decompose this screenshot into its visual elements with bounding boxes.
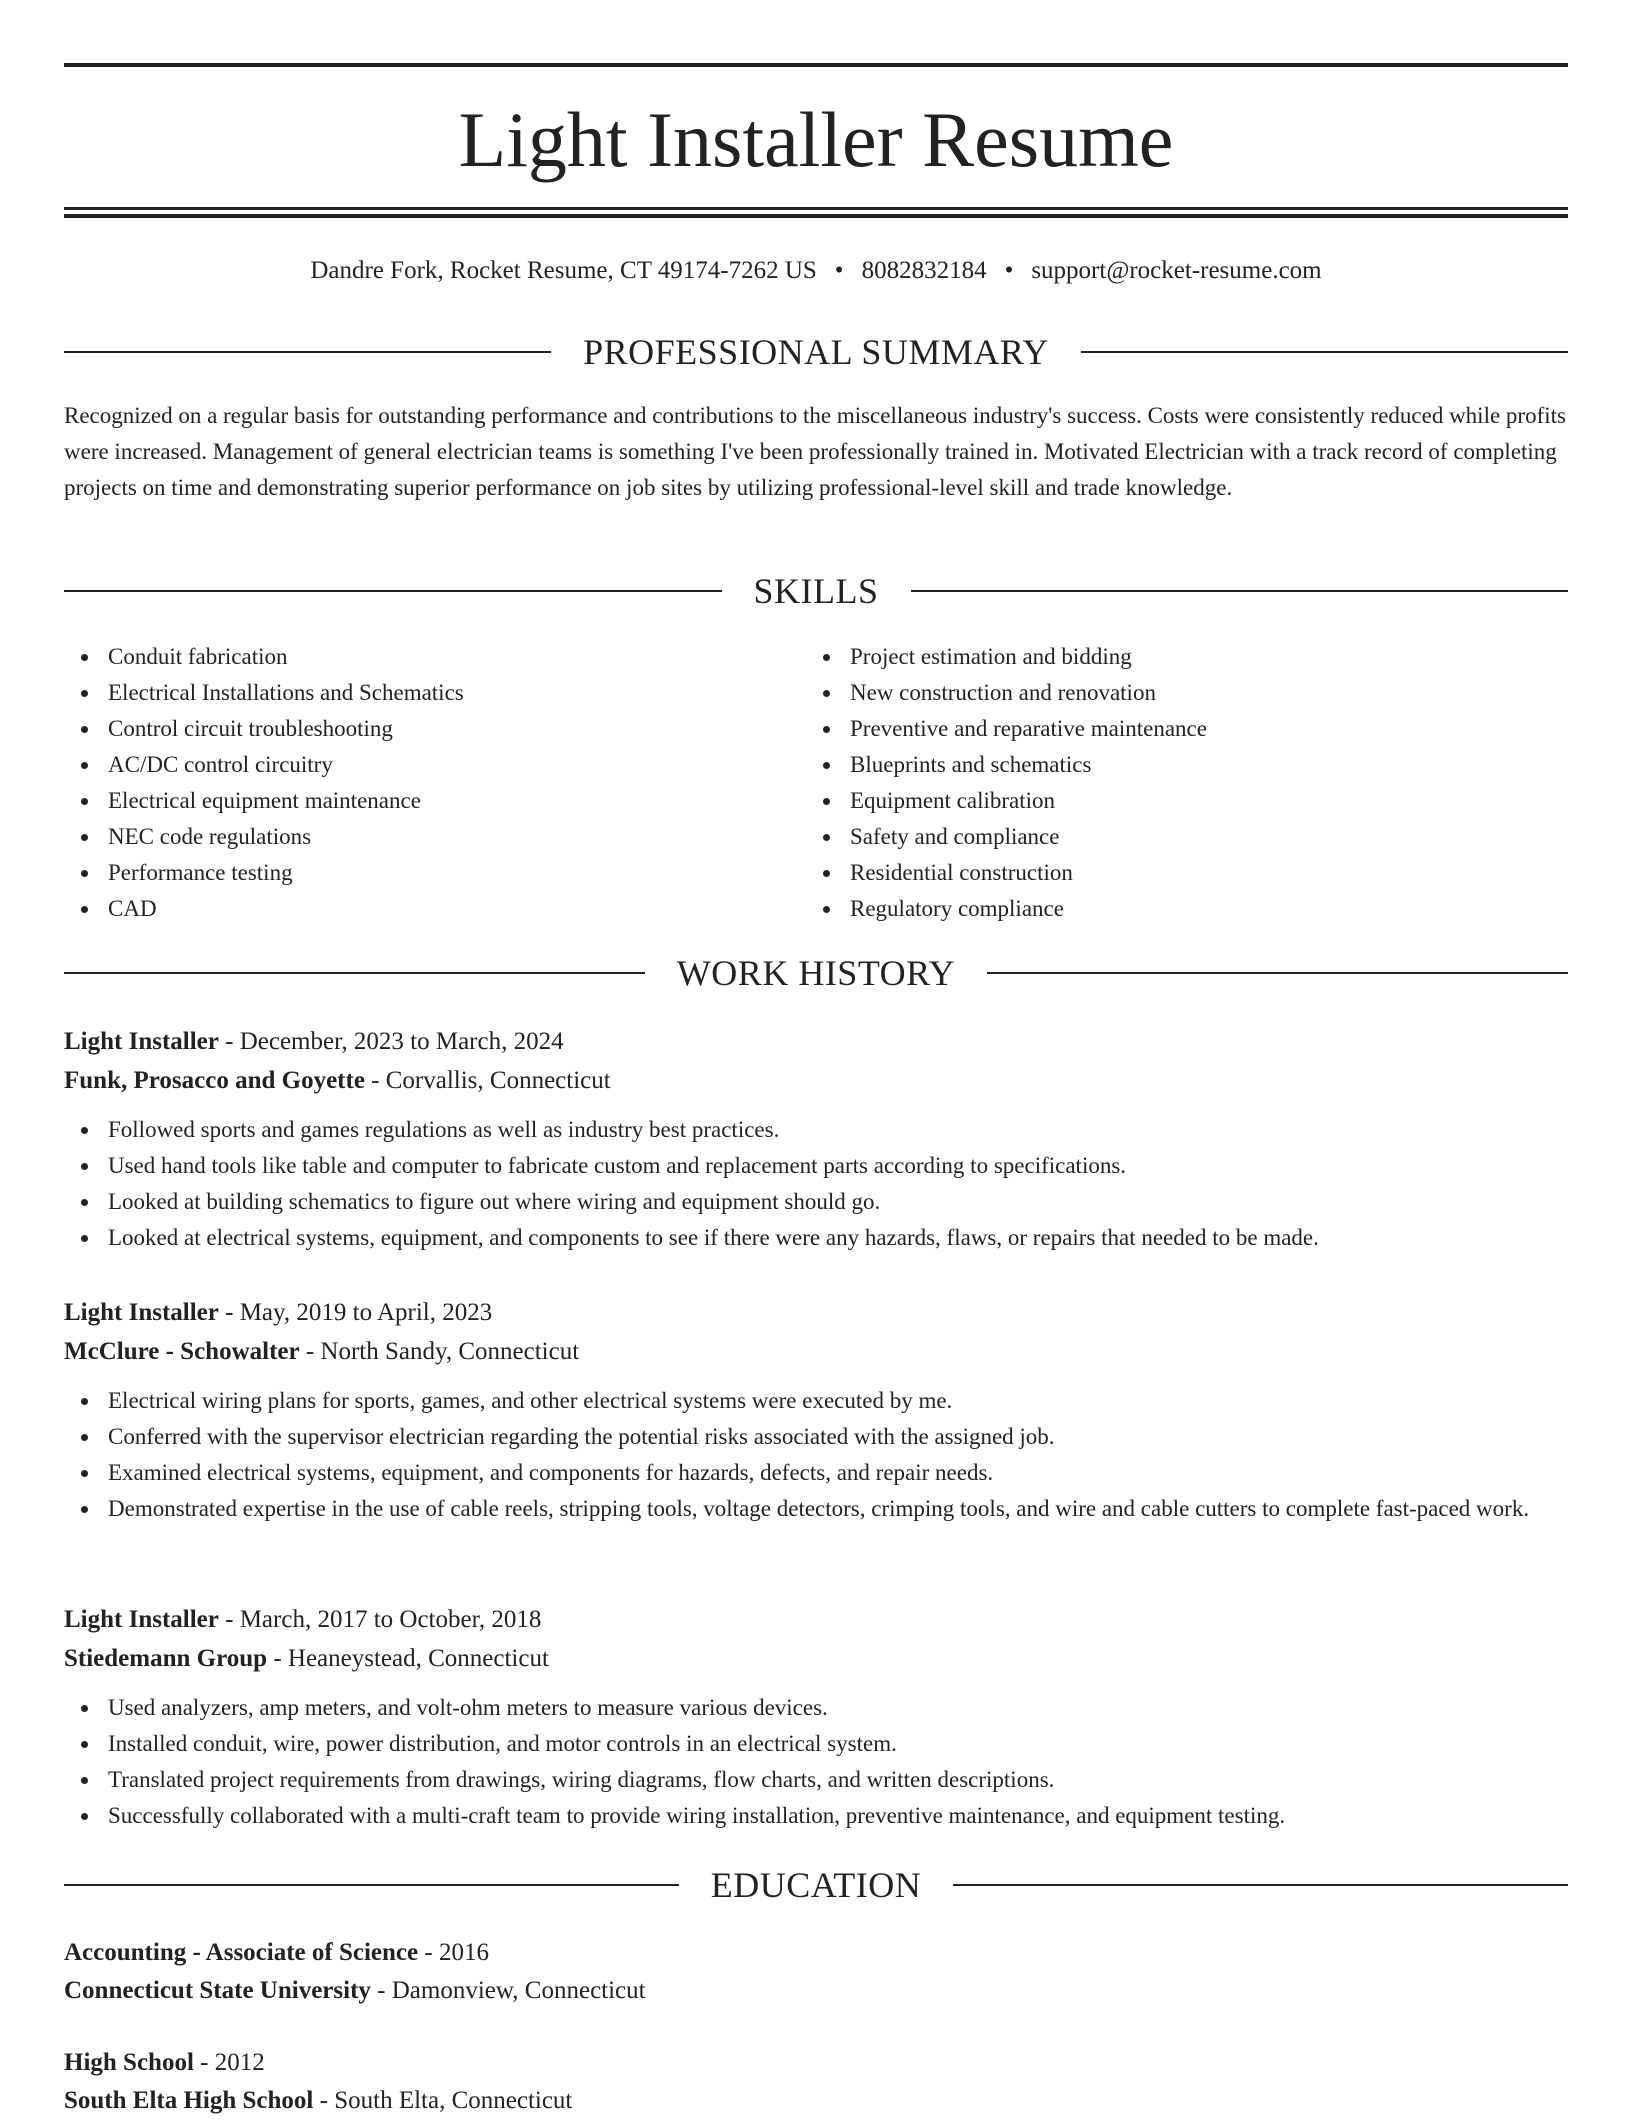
section-rule: [953, 1884, 1568, 1886]
skill-item: Equipment calibration: [806, 783, 1568, 819]
job-entry: [64, 1022, 1568, 1256]
job-bullet: Translated project requirements from drawings, wiring diagrams, flow charts, and written descriptions.: [64, 1762, 1568, 1798]
job-title: Light Installer: [64, 1299, 219, 1326]
contact-address: Dandre Fork, Rocket Resume, CT 49174-7262 US: [310, 257, 817, 284]
section-title-skills: SKILLS: [753, 571, 879, 611]
job-dates: - December, 2023 to March, 2024: [218, 1028, 564, 1055]
education-location: - Damonview, Connecticut: [370, 1977, 646, 2004]
job-bullet: Examined electrical systems, equipment, and components for hazards, defects, and repair needs.: [64, 1455, 1568, 1491]
section-rule: [64, 1884, 679, 1886]
job-bullet: Successfully collaborated with a multi-craft team to provide wiring installation, preventive maintenance, and equipment testing.: [64, 1798, 1568, 1834]
section-rule: [987, 972, 1568, 974]
section-header-skills: [64, 568, 1568, 614]
skill-item: Project estimation and bidding: [806, 639, 1568, 675]
section-title-education: EDUCATION: [710, 1865, 922, 1905]
job-bullets: [64, 1383, 1568, 1527]
job-entry: [64, 1600, 1568, 1834]
skill-item: Electrical equipment maintenance: [64, 783, 804, 819]
education-degree-line: [64, 1934, 1568, 1972]
job-bullet: Conferred with the supervisor electrician regarding the potential risks associated with the assigned job.: [64, 1419, 1568, 1455]
job-bullet: Demonstrated expertise in the use of cable reels, stripping tools, voltage detectors, crimping tools, and wire and cable cutters to complete fast-paced work.: [64, 1491, 1568, 1527]
job-location: - Corvallis, Connecticut: [364, 1067, 611, 1094]
skill-item: Conduit fabrication: [64, 639, 804, 675]
job-entry: [64, 1293, 1568, 1527]
job-title: Light Installer: [64, 1028, 219, 1055]
section-rule: [911, 590, 1569, 592]
section-header-education: [64, 1862, 1568, 1908]
summary-text: Recognized on a regular basis for outstanding performance and contributions to the miscellaneous industry's success. Costs were consistently reduced while profits were increased. Management of general electrician teams is something I've been professionally trained in. Motivated Electrician with a track record of completing projects on time and demonstrating superior performance on job sites by utilizing professional-level skill and trade knowledge.: [64, 403, 1566, 500]
skill-item: Safety and compliance: [806, 819, 1568, 855]
job-company: Stiedemann Group: [64, 1645, 268, 1672]
job-dates: - May, 2019 to April, 2023: [218, 1299, 493, 1326]
skill-item: Blueprints and schematics: [806, 747, 1568, 783]
education-school-line: [64, 1972, 1568, 2010]
job-bullet: Installed conduit, wire, power distribution, and motor controls in an electrical system.: [64, 1726, 1568, 1762]
job-bullets: [64, 1112, 1568, 1256]
education-year: - 2012: [193, 2049, 265, 2076]
contact-phone: 8082832184: [861, 257, 987, 284]
job-title-line: [64, 1293, 1568, 1332]
section-title-summary: PROFESSIONAL SUMMARY: [583, 332, 1049, 372]
job-bullet: Looked at electrical systems, equipment, and components to see if there were any hazards, flaws, or repairs that needed to be made.: [64, 1220, 1568, 1256]
job-bullet: Followed sports and games regulations as well as industry best practices.: [64, 1112, 1568, 1148]
education-degree-line: [64, 2044, 1568, 2082]
section-header-work: [64, 950, 1568, 996]
job-bullet: Used hand tools like table and computer to fabricate custom and replacement parts according to specifications.: [64, 1148, 1568, 1184]
skill-item: New construction and renovation: [806, 675, 1568, 711]
job-bullet: Looked at building schematics to figure out where wiring and equipment should go.: [64, 1184, 1568, 1220]
section-rule: [64, 351, 551, 353]
education-degree: High School: [64, 2049, 194, 2076]
job-company-line: [64, 1332, 1568, 1371]
job-dates: - March, 2017 to October, 2018: [218, 1606, 542, 1633]
contact-email: support@rocket-resume.com: [1031, 257, 1322, 284]
job-company: Funk, Prosacco and Goyette: [64, 1067, 365, 1094]
job-company-line: [64, 1639, 1568, 1678]
job-company-line: [64, 1061, 1568, 1100]
education-school: Connecticut State University: [64, 1977, 371, 2004]
education-school: South Elta High School: [64, 2087, 314, 2114]
job-bullet: Electrical wiring plans for sports, games, and other electrical systems were executed by me.: [64, 1383, 1568, 1419]
contact-separator: •: [834, 257, 844, 284]
section-title-work: WORK HISTORY: [676, 953, 956, 993]
education-school-line: [64, 2082, 1568, 2120]
section-rule: [64, 972, 645, 974]
job-title-line: [64, 1022, 1568, 1061]
education-year: - 2016: [418, 1939, 489, 1966]
education-degree: Accounting - Associate of Science: [64, 1939, 419, 1966]
job-bullets: [64, 1690, 1568, 1834]
skill-item: Performance testing: [64, 855, 804, 891]
skill-item: Residential construction: [806, 855, 1568, 891]
section-rule: [64, 590, 722, 592]
job-company: McClure - Schowalter: [64, 1338, 300, 1365]
skill-item: Preventive and reparative maintenance: [806, 711, 1568, 747]
title-double-rule: [64, 207, 1568, 218]
job-location: - North Sandy, Connecticut: [299, 1338, 580, 1365]
education-location: - South Elta, Connecticut: [313, 2087, 573, 2114]
job-title-line: [64, 1600, 1568, 1639]
skill-item: CAD: [64, 891, 804, 927]
contact-line: [64, 254, 1568, 288]
job-location: - Heaneystead, Connecticut: [267, 1645, 549, 1672]
skill-item: NEC code regulations: [64, 819, 804, 855]
job-title: Light Installer: [64, 1606, 219, 1633]
skills-list-right: [806, 639, 1568, 927]
education-entry: [64, 1934, 1568, 2010]
section-rule: [1081, 351, 1568, 353]
top-rule: [64, 63, 1568, 67]
skill-item: AC/DC control circuitry: [64, 747, 804, 783]
education-entry: [64, 2044, 1568, 2120]
skill-item: Control circuit troubleshooting: [64, 711, 804, 747]
section-header-summary: [64, 329, 1568, 375]
contact-separator: •: [1004, 257, 1014, 284]
job-bullet: Used analyzers, amp meters, and volt-ohm meters to measure various devices.: [64, 1690, 1568, 1726]
skill-item: Regulatory compliance: [806, 891, 1568, 927]
skill-item: Electrical Installations and Schematics: [64, 675, 804, 711]
resume-title: Light Installer Resume: [458, 96, 1174, 183]
skills-list-left: [64, 639, 804, 927]
